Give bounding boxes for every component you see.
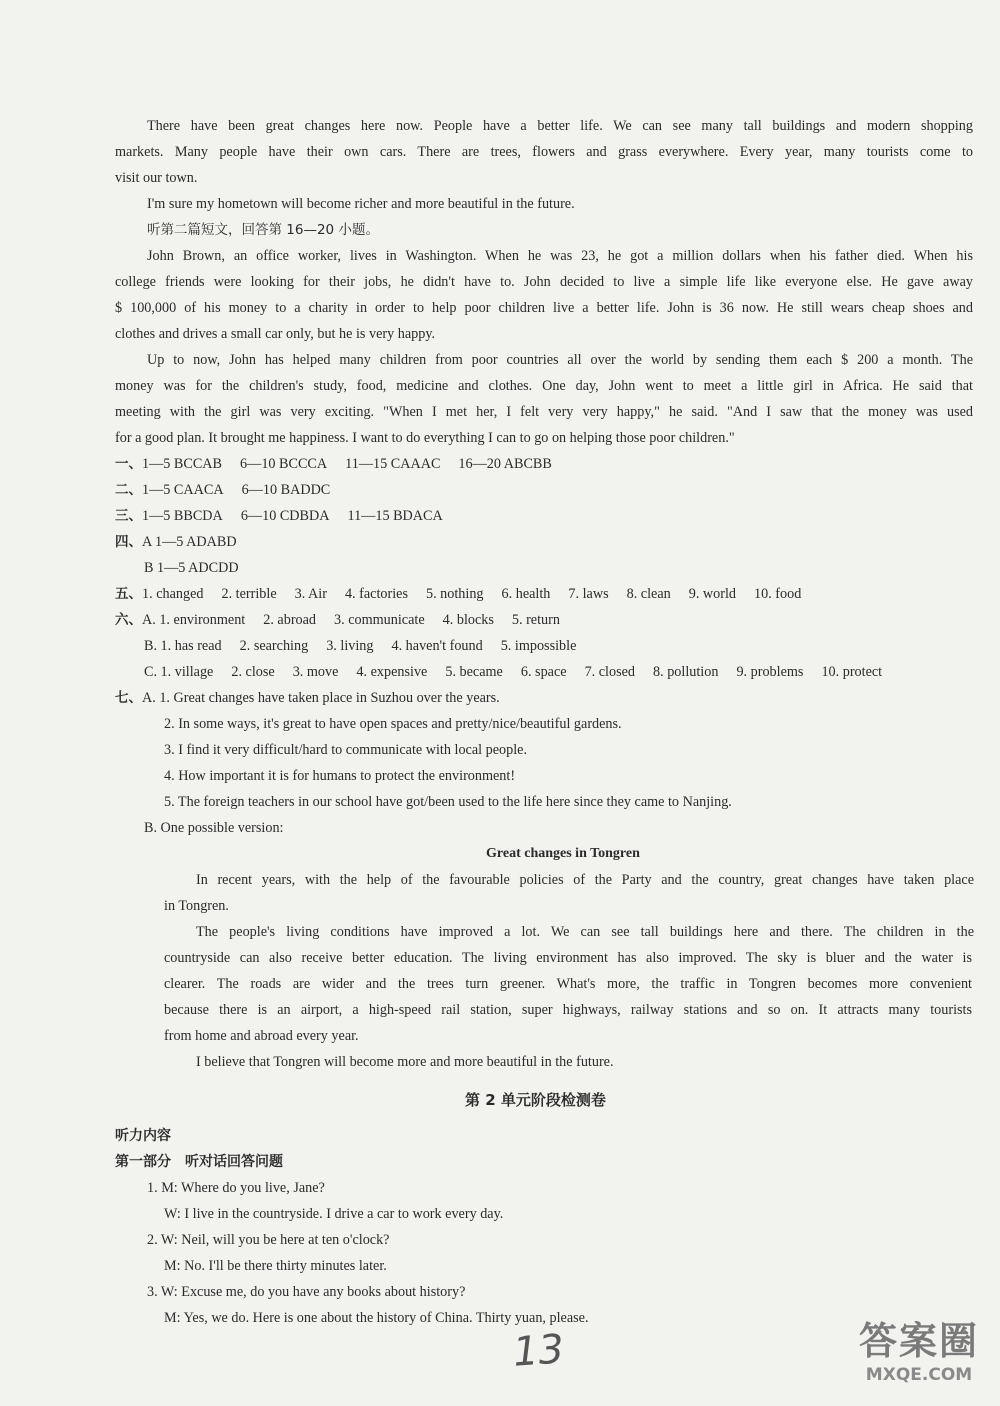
answer-label: 五、	[115, 586, 142, 602]
answer-row-7a1	[115, 689, 500, 707]
answer-item: 7. laws	[568, 586, 609, 602]
essay-line: The people's living conditions have improved a lot. We can see tall buildings here and there. The children in the	[196, 924, 974, 940]
dialogue-line: M: No. I'll be there thirty minutes later.	[164, 1258, 387, 1274]
essay-line: countryside can also receive better education. The living environment has also improved. The sky is bluer and the water is	[164, 950, 972, 966]
answer-item: 6. health	[501, 586, 551, 602]
answer-item: 6—10 BADDC	[241, 482, 331, 498]
answer-item: 4. haven't found	[391, 638, 483, 654]
page-number: 13	[511, 1326, 566, 1376]
answer-item: 1—5 BBCDA	[142, 508, 223, 524]
paragraph-line: college friends were looking for their jobs, he didn't have to. John decided to live a simple life like everyone else. He gave away	[115, 274, 973, 290]
answer-row-4a	[115, 533, 237, 551]
answer-row-5	[115, 585, 801, 603]
answer-item: B. 1. has read	[144, 638, 222, 654]
answer-item: 2. searching	[239, 638, 309, 654]
essay-line: from home and abroad every year.	[164, 1028, 359, 1044]
answer-item: 1—5 BCCAB	[142, 456, 223, 472]
paragraph-line: Up to now, John has helped many children from poor countries all over the world by sending them each $ 200 a month. The	[147, 352, 973, 368]
sentence: 5. The foreign teachers in our school have got/been used to the life here since they came to Nanjing.	[164, 794, 732, 810]
sentence: 3. I find it very difficult/hard to communicate with local people.	[164, 742, 527, 758]
answer-row-3	[115, 507, 443, 525]
answer-item: 3. Air	[294, 586, 327, 602]
answer-row-6a	[115, 611, 560, 629]
answer-row-2	[115, 481, 330, 499]
answer-label: 六、	[115, 612, 142, 628]
answer-item: 3. move	[292, 664, 339, 680]
paragraph-line: $ 100,000 of his money to a charity in order to help poor children live a better life. John is 36 now. He still wears cheap shoes and	[115, 300, 973, 316]
dialogue-line: 2. W: Neil, will you be here at ten o'clock?	[147, 1232, 390, 1248]
paragraph-line: I'm sure my hometown will become richer and more beautiful in the future.	[147, 196, 575, 212]
dialogue-line: 3. W: Excuse me, do you have any books about history?	[147, 1284, 466, 1300]
sentence: 2. In some ways, it's great to have open spaces and pretty/nice/beautiful gardens.	[164, 716, 622, 732]
watermark-url: MXQE.COM	[865, 1365, 973, 1385]
answer-item: 5. nothing	[425, 586, 484, 602]
answer-item: 16—20 ABCBB	[458, 456, 552, 472]
unit-title: 第 2 单元阶段检测卷	[465, 1091, 606, 1109]
dialogue-line: 1. M: Where do you live, Jane?	[147, 1180, 325, 1196]
answer-item: 9. problems	[736, 664, 804, 680]
answer-label: 二、	[115, 482, 142, 498]
section-heading: 听第二篇短文，回答第 16—20 小题。	[147, 222, 379, 238]
answer-item: 10. protect	[821, 664, 883, 680]
listening-title: 听力内容	[115, 1128, 171, 1144]
answer-item: 2. abroad	[263, 612, 317, 628]
sentence: A. 1. Great changes have taken place in Suzhou over the years.	[142, 690, 500, 706]
watermark-logo: 答案圈	[858, 1319, 979, 1363]
essay-line: in Tongren.	[164, 898, 229, 914]
sentence: 4. How important it is for humans to protect the environment!	[164, 768, 516, 784]
answer-item: 6—10 CDBDA	[240, 508, 330, 524]
part-title: 第一部分 听对话回答问题	[115, 1154, 283, 1170]
answer-item: 6. space	[520, 664, 567, 680]
answer-row-6c	[144, 663, 882, 681]
answer-item: 4. factories	[344, 586, 408, 602]
essay-line: clearer. The roads are wider and the trees turn greener. What's more, the traffic in Tongren becomes more convenient	[164, 976, 972, 992]
answer-row-1	[115, 455, 552, 473]
paragraph-line: for a good plan. It brought me happiness. I want to do everything I can to go on helping those poor children."	[115, 430, 735, 446]
paragraph-line: markets. Many people have their own cars. There are trees, flowers and grass everywhere. Every year, many tourists come to	[115, 144, 973, 160]
answer-item: 5. return	[511, 612, 560, 628]
answer-item: 3. communicate	[334, 612, 425, 628]
essay-intro: B. One possible version:	[144, 820, 284, 836]
answer-item: 11—15 BDACA	[347, 508, 443, 524]
paragraph-line: There have been great changes here now. People have a better life. We can see many tall buildings and modern shopping	[147, 118, 973, 134]
essay-line: I believe that Tongren will become more and more beautiful in the future.	[196, 1054, 614, 1070]
answer-item: A. 1. environment	[142, 612, 246, 628]
answer-item: 5. became	[445, 664, 503, 680]
answer-label: 七、	[115, 690, 142, 706]
paragraph-line: meeting with the girl was very exciting. "When I met her, I felt very very happy," he said. "And I saw that the money was used	[115, 404, 973, 420]
answer-item: 3. living	[326, 638, 374, 654]
paragraph-line: John Brown, an office worker, lives in Washington. When he was 23, he got a million dollars when his father died. When his	[147, 248, 973, 264]
answer-item: 8. pollution	[653, 664, 719, 680]
answer-item: 4. expensive	[356, 664, 428, 680]
answer-item: 1—5 CAACA	[142, 482, 224, 498]
dialogue-line: W: I live in the countryside. I drive a car to work every day.	[164, 1206, 504, 1222]
answer-item: 5. impossible	[500, 638, 577, 654]
answer-label: 一、	[115, 456, 142, 472]
answer-item: B 1—5 ADCDD	[144, 560, 239, 576]
dialogue-line: M: Yes, we do. Here is one about the history of China. Thirty yuan, please.	[164, 1310, 589, 1326]
essay-line: because there is an airport, a high-speed rail station, super highways, railway stations and so on. It attracts many tourists	[164, 1002, 972, 1018]
answer-item: 6—10 BCCCA	[240, 456, 328, 472]
answer-item: 2. terrible	[221, 586, 277, 602]
essay-title: Great changes in Tongren	[486, 846, 640, 861]
answer-item: 7. closed	[584, 664, 635, 680]
answer-item: 4. blocks	[442, 612, 494, 628]
answer-row-4b	[144, 559, 239, 577]
answer-item: 1. changed	[142, 586, 204, 602]
answer-item: 9. world	[688, 586, 737, 602]
answer-row-6b	[144, 637, 576, 655]
watermark	[844, 1310, 994, 1400]
paragraph-line: clothes and drives a small car only, but he is very happy.	[115, 326, 436, 342]
answer-item: 8. clean	[626, 586, 671, 602]
answer-label: 四、	[115, 534, 142, 550]
answer-item: 10. food	[754, 586, 802, 602]
answer-item: C. 1. village	[144, 664, 214, 680]
answer-item: 2. close	[231, 664, 275, 680]
answer-label: 三、	[115, 508, 142, 524]
answer-item: A 1—5 ADABD	[142, 534, 237, 550]
paragraph-line: money was for the children's study, food, medicine and clothes. One day, John went to meet a little girl in Africa. He said that	[115, 378, 973, 394]
essay-line: In recent years, with the help of the favourable policies of the Party and the country, great changes have taken place	[196, 872, 974, 888]
paragraph-line: visit our town.	[115, 170, 198, 186]
answer-item: 11—15 CAAAC	[345, 456, 441, 472]
